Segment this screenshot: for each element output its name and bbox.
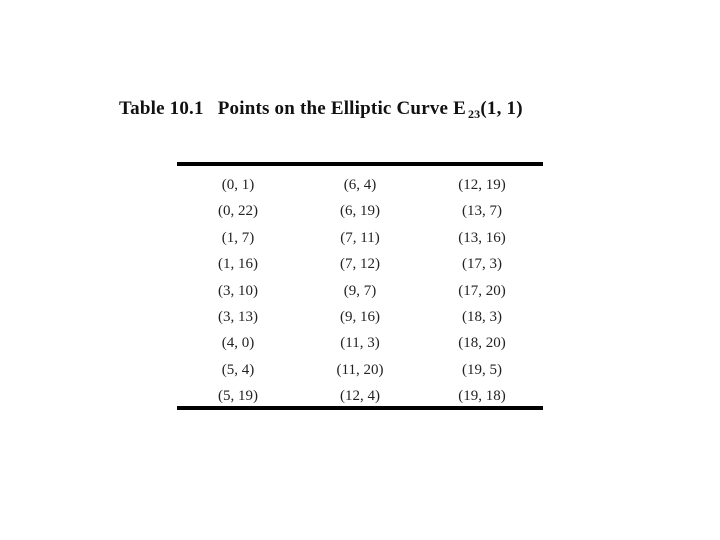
table-cell: (3, 10) bbox=[218, 282, 258, 299]
table-row bbox=[177, 172, 543, 198]
table-cell: (1, 16) bbox=[218, 256, 258, 273]
table-cell: (13, 7) bbox=[462, 203, 502, 220]
table-row bbox=[177, 225, 543, 251]
table-cell: (6, 19) bbox=[340, 203, 380, 220]
table-row bbox=[177, 357, 543, 383]
table-cell: (17, 3) bbox=[462, 256, 502, 273]
table-cell: (4, 0) bbox=[221, 335, 255, 352]
table-top-rule bbox=[177, 162, 543, 166]
table-cell: (7, 11) bbox=[340, 229, 380, 246]
table-cell: (5, 19) bbox=[218, 388, 258, 405]
table-row bbox=[177, 251, 543, 277]
table-cell: (11, 3) bbox=[340, 335, 380, 352]
table-row bbox=[177, 198, 543, 224]
table-cell: (6, 4) bbox=[343, 177, 377, 193]
table-row bbox=[177, 278, 543, 304]
table-cell: (12, 4) bbox=[340, 388, 380, 405]
table-row bbox=[177, 330, 543, 356]
table-cell: (13, 16) bbox=[458, 229, 506, 246]
curve-subscript: 23 bbox=[467, 107, 481, 121]
table-cell: (19, 5) bbox=[462, 361, 502, 378]
table-number: Table 10.1 bbox=[119, 98, 204, 119]
caption-text: Points on the Elliptic Curve E bbox=[217, 98, 466, 119]
points-table bbox=[177, 172, 543, 410]
curve-args: (1, 1) bbox=[480, 98, 523, 119]
table-cell: (0, 22) bbox=[218, 203, 258, 220]
table-cell: (3, 13) bbox=[218, 308, 258, 325]
table-cell: (18, 3) bbox=[462, 308, 502, 325]
table-cell: (12, 19) bbox=[458, 177, 506, 193]
table-row bbox=[177, 304, 543, 330]
table-cell: (19, 18) bbox=[458, 388, 506, 405]
table-cell: (11, 20) bbox=[336, 361, 384, 378]
table-cell: (0, 1) bbox=[221, 177, 255, 193]
table-cell: (1, 7) bbox=[221, 229, 255, 246]
table-caption bbox=[119, 98, 523, 120]
table-cell: (9, 7) bbox=[343, 282, 377, 299]
table-cell: (18, 20) bbox=[458, 335, 506, 352]
table-cell: (7, 12) bbox=[340, 256, 380, 273]
table-cell: (17, 20) bbox=[458, 282, 506, 299]
table-cell: (9, 16) bbox=[340, 308, 380, 325]
table-bottom-rule bbox=[177, 406, 543, 410]
table-cell: (5, 4) bbox=[221, 361, 255, 378]
